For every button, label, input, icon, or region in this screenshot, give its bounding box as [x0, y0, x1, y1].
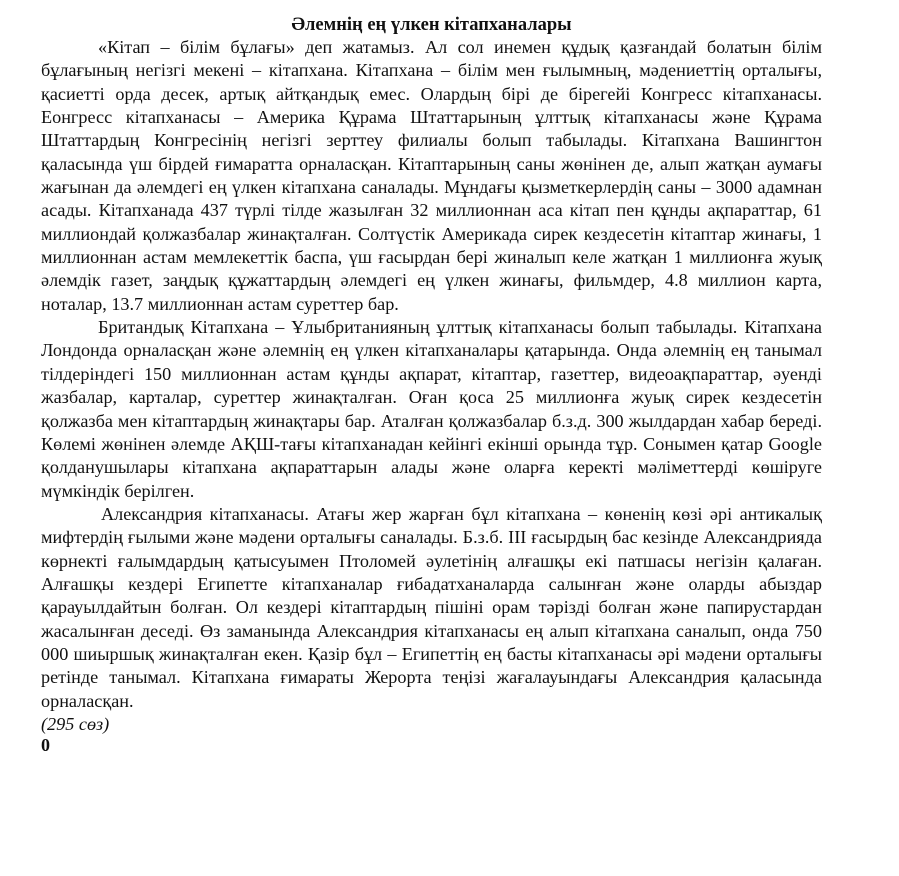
word-count: (295 сөз): [41, 713, 110, 734]
paragraph-library-of-congress: «Кітап – білім бұлағы» деп жатамыз. Ал сол инемен құдық қазғандай болатын білім бұлағының негізгі мекені – кітапхана. Кітапхана – білім мен ғылымның, мәдениеттің орталығы, қасиетті орда десек, артық айтқандық емес. Олардың бірі де бірегейі Конгресс кітапханасы. Еонгресс кітапханасы – Америка Құрама Штаттарының ұлттық кітапханасы және Құрама Штаттардың Конгресінің негізгі зерттеу филиалы болып табылады. Кітапхана Вашингтон қаласында үш бірдей ғимаратта орналасқан. Кітаптарының саны жөнінен де, алып жатқан аумағы жағынан да әлемдегі ең үлкен кітапхана саналады. Мұндағы қызметкерлердің саны – 3000 адамнан асады. Кітапханада 437 түрлі тілде жазылған 32 миллионнан аса кітап пен құнды ақпараттар, 61 миллиондай қолжазбалар жинақталған. Солтүстік Америкада сирек кездесетін кітаптар жинағы, 1 миллионнан астам мемлекеттік баспа, үш ғасырдан бері жиналып келе жатқан 1 миллионға жуық әлемдік газет, заңдық құжаттардың әлемдегі ең үлкен жинағы, фильмдер, 4.8 миллион карта, ноталар, 13.7 миллионнан астам суреттер бар.: [41, 37, 822, 314]
document-page: [41, 14, 822, 755]
page-number: 0: [41, 734, 50, 755]
paragraph-library-of-alexandria: Александрия кітапханасы. Атағы жер жарған бұл кітапхана – көненің көзі әрі антикалық мифтердің ғылыми және мәдени орталығы саналады. Б.з.б. ІІІ ғасырдың бас кезінде Александрияда көрнекті ғалымдардың қатысуымен Птоломей әулетінің алғашқы екі патшасы негізін қалаған. Алғашқы кездері Египетте кітапханалар ғибадатханаларда салынған және оларды абыздар қарауылдайтын болған. Ол кездері кітаптардың пішіні орам тәрізді болған және папирустардан жасалынған деседі. Өз заманында Александрия кітапханасы ең алып кітапхана саналып, онда 750 000 шиыршық жинақталған екен. Қазір бұл – Египеттің ең басты кітапханасы әрі мәдени орталығы ретінде танымал. Кітапхана ғимараты Жерорта теңізі жағалауындағы Александрия қаласында орналасқан.: [41, 503, 822, 711]
document-title: Әлемнің ең үлкен кітапханалары: [291, 15, 572, 35]
paragraph-british-library: Британдық Кітапхана – Ұлыбританияның ұлттық кітапханасы болып табылады. Кітапхана Лондонда орналасқан және әлемнің ең үлкен кітапханалары қатарында. Онда әлемнің ең танымал тілдеріндегі 150 миллионнан астам құнды ақпарат, кітаптар, газеттер, видеоақпараттар, әуенді жазбалар, карталар, суреттер жинақталған. Оған қоса 25 миллионға жуық сирек кездесетін қолжазба мен кітаптардың жинақтары бар. Аталған қолжазбалар б.з.д. 300 жылдардан хабар береді. Көлемі жөнінен әлемде АҚШ-тағы кітапханадан кейінгі екінші орында тұр. Сонымен қатар Google қолданушылары кітапхана ақпараттарын алады және оларға керекті мәліметтерді көшіруге мүмкіндік берілген.: [41, 317, 822, 501]
